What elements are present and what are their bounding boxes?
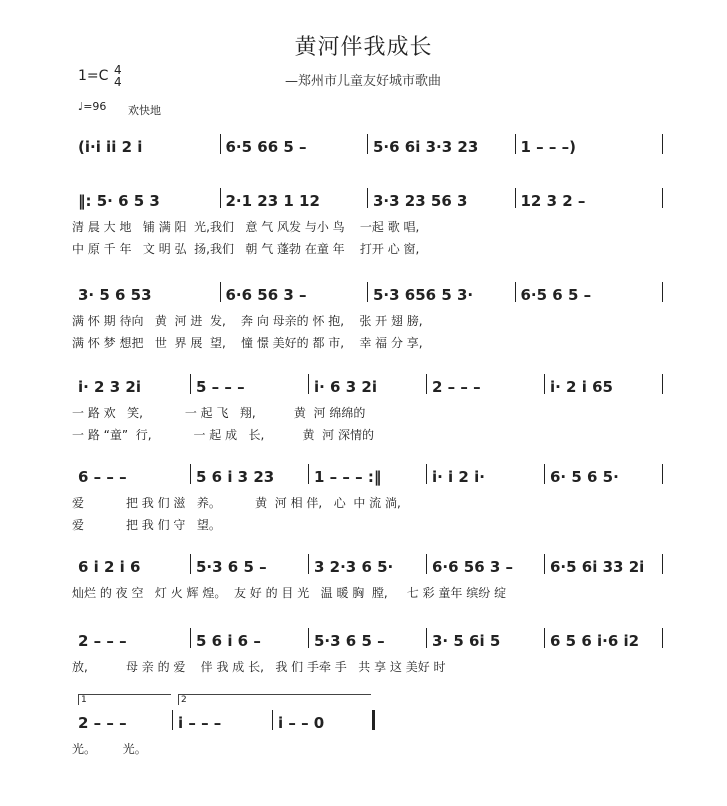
- measure: 12 3 2 –: [520, 192, 586, 210]
- lyric-line: 爱 把 我 们 守 望。: [72, 518, 221, 532]
- lyric-line: 满 怀 期 待向 黄 河 进 发, 奔 向 母亲的 怀 抱, 张 开 翅 膀,: [72, 314, 423, 328]
- bar-line: [308, 374, 309, 394]
- measure: 2·1 23 1 12: [225, 192, 320, 210]
- meter-numerator: 4: [114, 63, 122, 77]
- measure: 5·3 656 5 3·: [373, 286, 474, 304]
- measure: 3·3 23 56 3: [373, 192, 468, 210]
- bar-line: [544, 374, 545, 394]
- measure: 5 6 i 6 –: [196, 632, 261, 650]
- bar-line: [220, 134, 221, 154]
- bar-line: [308, 628, 309, 648]
- measure: (i·i ii 2 i: [78, 138, 143, 156]
- bar-line: [426, 464, 427, 484]
- bar-line: [544, 554, 545, 574]
- measure: 6·6 56 3 –: [225, 286, 307, 304]
- measure: ‖: 5· 6 5 3: [78, 192, 160, 210]
- measure: i· 2 3 2i: [78, 378, 141, 396]
- bar-line: [308, 554, 309, 574]
- measure: 6·5 66 5 –: [225, 138, 307, 156]
- lyric-line: 放, 母 亲 的 爱 伴 我 成 长, 我 们 手牵 手 共 享 这 美好 时: [72, 660, 446, 674]
- bar-line: [515, 188, 516, 208]
- bar-line: [372, 710, 375, 730]
- bar-line: [308, 464, 309, 484]
- measure: 2 – – –: [432, 378, 481, 396]
- bar-line: [544, 464, 545, 484]
- bar-line: [426, 628, 427, 648]
- lyric-line: 一 路 欢 笑, 一 起 飞 翔, 黄 河 绵绵的: [72, 406, 366, 420]
- measure: 6 – – –: [78, 468, 127, 486]
- meter-denominator: 4: [114, 75, 122, 89]
- measure: i· 6 3 2i: [314, 378, 377, 396]
- measure: 3· 5 6 53: [78, 286, 152, 304]
- bar-line: [662, 282, 663, 302]
- measure: 5 6 i 3 23: [196, 468, 275, 486]
- bar-line: [190, 628, 191, 648]
- bar-line: [220, 188, 221, 208]
- bar-line: [190, 374, 191, 394]
- measure: 6 i 2 i 6: [78, 558, 141, 576]
- measure: 6·5 6i 33 2i: [550, 558, 645, 576]
- bar-line: [426, 374, 427, 394]
- bar-line: [172, 710, 173, 730]
- bar-line: [272, 710, 273, 730]
- bar-line: [190, 554, 191, 574]
- volta-bracket: 1: [78, 694, 171, 705]
- measure: 1 – – – :‖: [314, 468, 382, 486]
- measure: 5·3 6 5 –: [314, 632, 385, 650]
- measure: 5 – – –: [196, 378, 245, 396]
- bar-line: [367, 134, 368, 154]
- bar-line: [426, 554, 427, 574]
- measure: 3 2·3 6 5·: [314, 558, 394, 576]
- measure: 3· 5 6i 5: [432, 632, 501, 650]
- measure: i· i 2 i·: [432, 468, 485, 486]
- lyric-line: 满 怀 梦 想把 世 界 展 望, 憧 憬 美好的 都 市, 幸 福 分 享,: [72, 336, 423, 350]
- bar-line: [544, 628, 545, 648]
- measure: i – – 0: [278, 714, 325, 732]
- key-signature: 1=C: [78, 68, 109, 84]
- song-subtitle: —郑州市儿童友好城市歌曲: [285, 74, 442, 89]
- volta-bracket: 2: [178, 694, 371, 705]
- measure: i – – –: [178, 714, 222, 732]
- measure: 6·6 56 3 –: [432, 558, 514, 576]
- bar-line: [220, 282, 221, 302]
- measure: 6 5 6 i·6 i2: [550, 632, 640, 650]
- tempo-marking: ♩=96: [78, 100, 107, 113]
- lyric-line: 中 原 千 年 文 明 弘 扬,我们 朝 气 蓬勃 在童 年 打开 心 窗,: [72, 242, 420, 256]
- bar-line: [367, 282, 368, 302]
- bar-line: [662, 374, 663, 394]
- mood-marking: 欢快地: [128, 104, 161, 117]
- bar-line: [662, 134, 663, 154]
- bar-line: [515, 282, 516, 302]
- lyric-line: 一 路 “童” 行, 一 起 成 长, 黄 河 深情的: [72, 428, 374, 442]
- lyric-line: 光。 光。: [72, 742, 147, 756]
- bar-line: [662, 188, 663, 208]
- measure: 5·3 6 5 –: [196, 558, 267, 576]
- measure: 1 – – –): [520, 138, 576, 156]
- measure: i· 2 i 65: [550, 378, 613, 396]
- song-title: 黄河伴我成长: [294, 35, 433, 60]
- measure: 5·6 6i 3·3 23: [373, 138, 479, 156]
- bar-line: [515, 134, 516, 154]
- bar-line: [190, 464, 191, 484]
- bar-line: [662, 464, 663, 484]
- measure: 6·5 6 5 –: [520, 286, 592, 304]
- time-signature: [114, 64, 122, 88]
- measure: 6· 5 6 5·: [550, 468, 619, 486]
- bar-line: [662, 554, 663, 574]
- lyric-line: 灿烂 的 夜 空 灯 火 辉 煌。 友 好 的 目 光 温 暖 胸 膛, 七 彩 童年 缤纷 绽: [72, 586, 507, 600]
- bar-line: [662, 628, 663, 648]
- measure: 2 – – –: [78, 714, 127, 732]
- lyric-line: 清 晨 大 地 铺 满 阳 光,我们 意 气 风发 与小 鸟 一起 歌 唱,: [72, 220, 420, 234]
- bar-line: [367, 188, 368, 208]
- lyric-line: 爱 把 我 们 滋 养。 黄 河 相 伴, 心 中 流 淌,: [72, 496, 401, 510]
- measure: 2 – – –: [78, 632, 127, 650]
